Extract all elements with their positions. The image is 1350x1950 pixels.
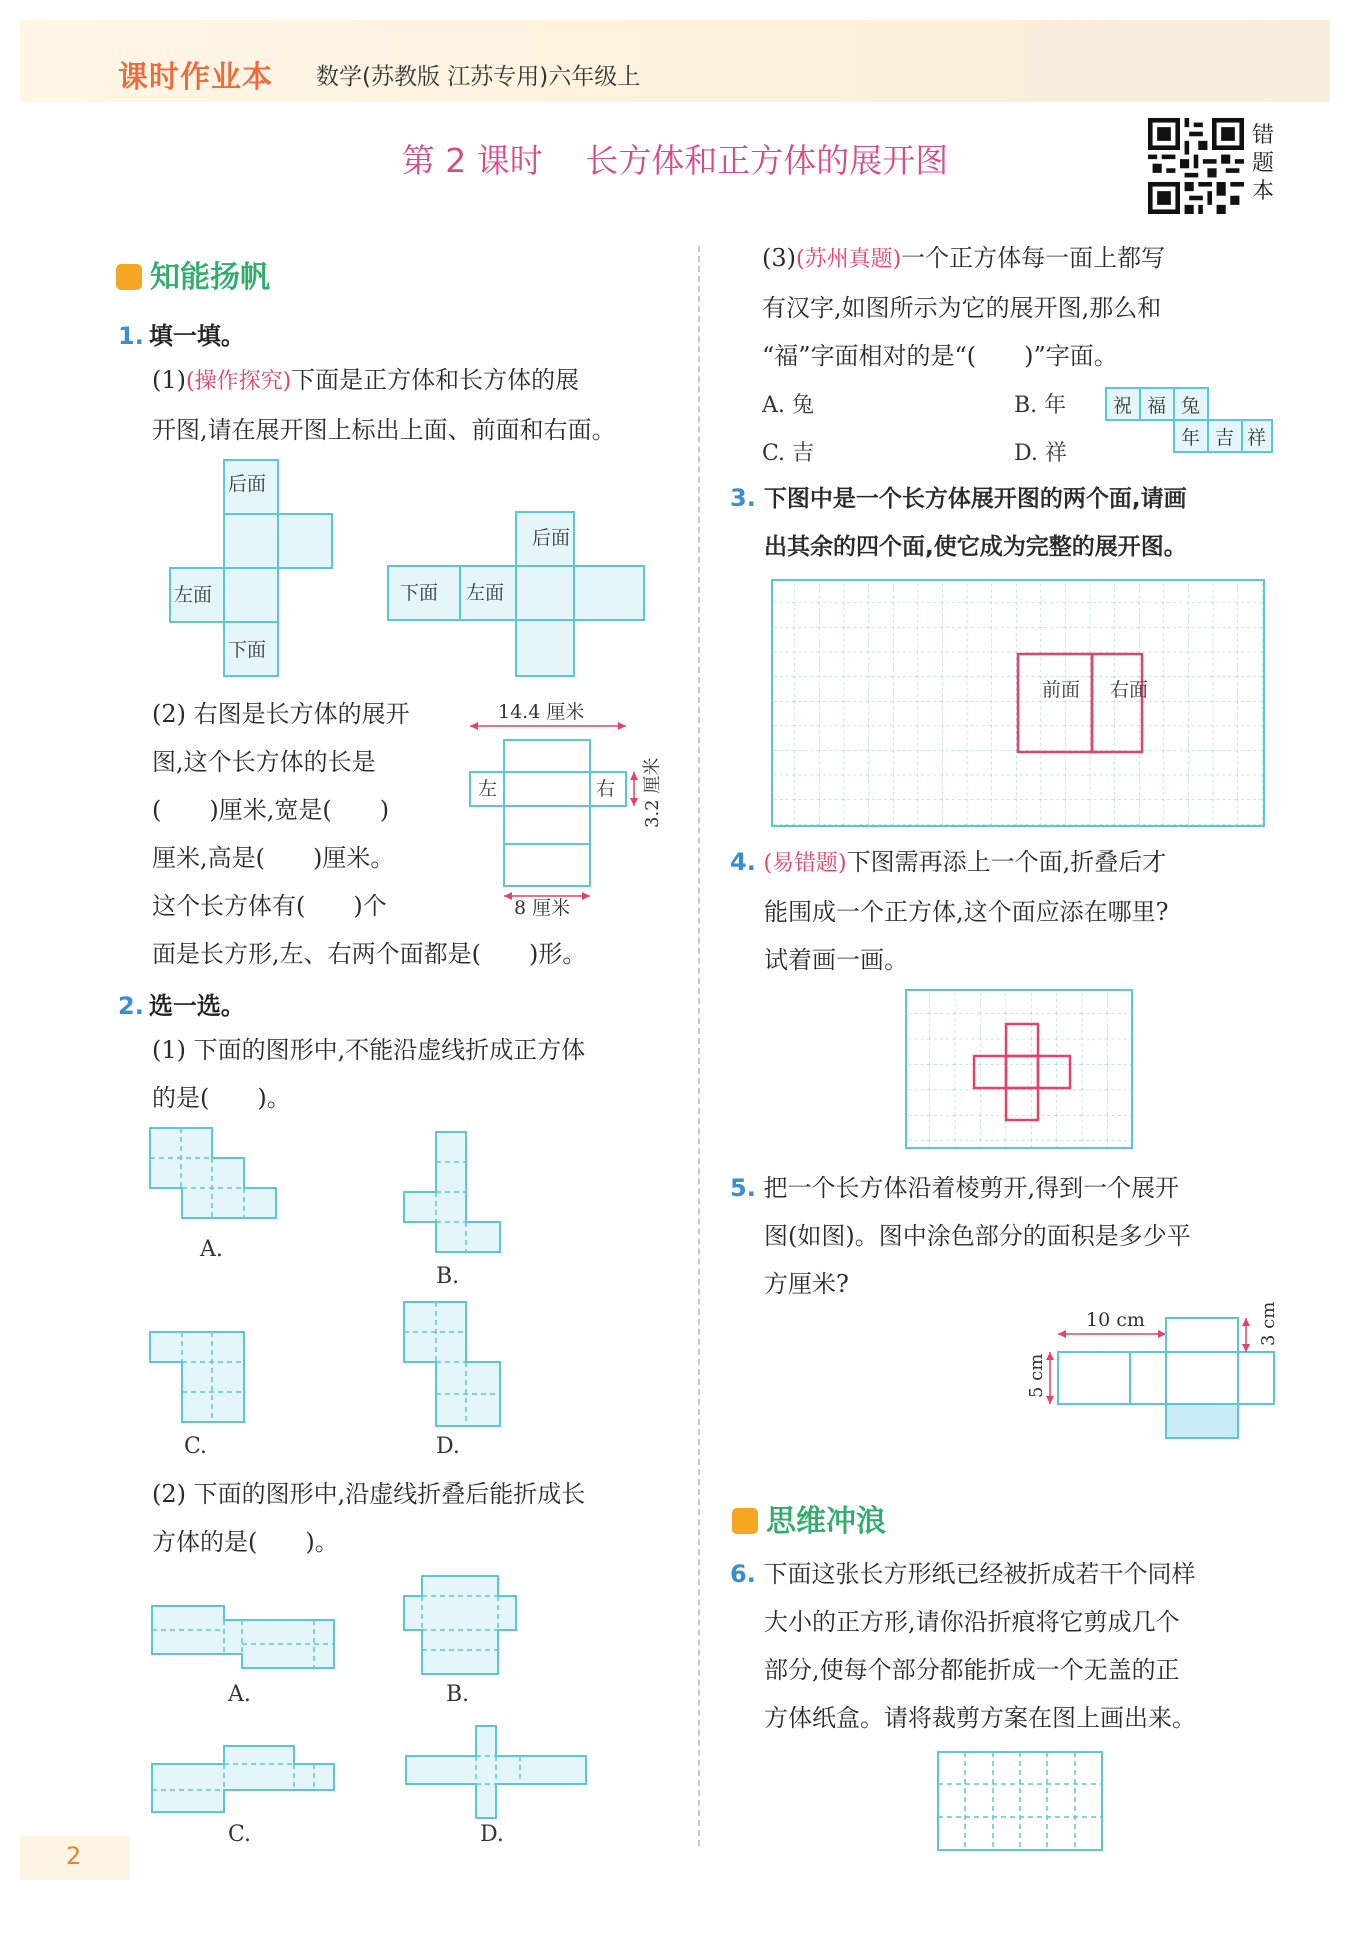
cuboid-net-figure xyxy=(384,510,648,682)
q1-part3-text: (3)(苏州真题)一个正方体每一面上都写 有汉字,如图所示为它的展开图,那么和 “福”字面相对的是“( )”字面。 xyxy=(762,244,1166,370)
section-title-1: 知能扬帆 xyxy=(116,252,270,296)
lesson-name: 长方体和正方体的展开图 xyxy=(585,141,949,180)
q2-part1-text: (1) 下面的图形中,不能沿虚线折成正方体 的是( )。 xyxy=(152,1036,586,1112)
q2-2-option-c-figure[interactable] xyxy=(150,1744,340,1816)
q2-1-option-b-figure[interactable] xyxy=(402,1130,506,1262)
lesson-number: 第 2 课时 xyxy=(401,141,543,180)
q5-text: 5. 把一个长方体沿着棱剪开,得到一个展开 图(如图)。图中涂色部分的面积是多少平 方厘米? xyxy=(730,1174,1191,1298)
q2-1-option-d-figure[interactable] xyxy=(402,1300,506,1432)
shaded-face xyxy=(1166,1404,1238,1438)
dim-width: 5 cm xyxy=(1026,1353,1047,1398)
q2-2-option-a-figure[interactable] xyxy=(150,1604,340,1676)
svg-text:吉: 吉 xyxy=(1215,427,1235,449)
svg-text:兔: 兔 xyxy=(1181,395,1201,417)
svg-text:祝: 祝 xyxy=(1113,395,1133,417)
character-cube-net xyxy=(1104,386,1274,456)
net-label-back: 后面 xyxy=(228,473,267,495)
face-front: 前面 xyxy=(1042,679,1081,701)
wave-icon xyxy=(732,1508,758,1534)
svg-text:福: 福 xyxy=(1147,395,1167,417)
net-label-back: 后面 xyxy=(532,527,571,549)
dim-height: 3 cm xyxy=(1258,1301,1279,1346)
svg-text:年: 年 xyxy=(1181,427,1201,449)
q1-3-option-a[interactable]: A. 兔 xyxy=(762,393,814,418)
net-label-left: 左面 xyxy=(174,584,213,606)
section-title-2: 思维冲浪 xyxy=(732,1496,886,1540)
q2-1-option-c-label: C. xyxy=(184,1434,208,1459)
q2-1-option-b-label: B. xyxy=(436,1264,460,1289)
q4-grid-drawing-area[interactable] xyxy=(904,988,1134,1152)
sail-icon xyxy=(116,264,142,290)
dim-bottom: 8 厘米 xyxy=(514,897,571,918)
qr-code-icon[interactable] xyxy=(1148,118,1244,214)
q2-1-option-c-figure[interactable] xyxy=(148,1330,252,1430)
q2-1-option-a-figure[interactable] xyxy=(148,1126,282,1262)
q1-3-option-d[interactable]: D. 祥 xyxy=(1014,441,1067,466)
q2-heading: 2. 选一选。 xyxy=(118,992,245,1020)
q2-2-option-b-label: B. xyxy=(446,1682,470,1707)
q1-3-option-c[interactable]: C. 吉 xyxy=(762,441,815,466)
face-right-label: 右面 xyxy=(1110,679,1149,701)
qr-label: 错题本 xyxy=(1252,123,1275,204)
brand-title: 课时作业本 xyxy=(118,60,273,95)
cuboid-dimension-figure xyxy=(462,696,672,918)
q1-heading: 1. 填一填。 xyxy=(118,322,245,350)
face-left: 左 xyxy=(478,778,498,800)
book-title: 数学(苏教版 江苏专用)六年级上 xyxy=(316,64,641,90)
q2-2-option-b-figure[interactable] xyxy=(402,1574,520,1678)
q6-paper-grid[interactable] xyxy=(936,1750,1106,1854)
q2-2-option-d-label: D. xyxy=(480,1822,504,1847)
face-right: 右 xyxy=(596,778,616,800)
svg-text:祥: 祥 xyxy=(1247,427,1267,449)
dim-top: 14.4 厘米 xyxy=(498,701,585,723)
q5-cuboid-net-figure xyxy=(1020,1296,1288,1442)
q1-part2-text: (2) 右图是长方体的展开 图,这个长方体的长是 ( )厘米,宽是( ) 厘米,高是( )厘米。 这个长方体有( )个 面是长方形,左、右两个面都是( )形。 xyxy=(152,700,587,968)
q1-part1-text: (1)(操作探究)下面是正方体和长方体的展 开图,请在展开图上标出上面、前面和右面。 xyxy=(152,366,616,444)
q3-grid-drawing-area[interactable] xyxy=(770,578,1268,830)
q2-1-option-d-label: D. xyxy=(436,1434,460,1459)
q2-part2-text: (2) 下面的图形中,沿虚线折叠后能折成长 方体的是( )。 xyxy=(152,1480,586,1556)
page-number: 2 xyxy=(66,1842,82,1870)
net-label-left: 左面 xyxy=(466,582,505,604)
q4-text: 4. (易错题)下图需再添上一个面,折叠后才 能围成一个正方体,这个面应添在哪里? 试着画一画。 xyxy=(730,848,1169,974)
net-label-bottom: 下面 xyxy=(228,639,267,661)
dim-length: 10 cm xyxy=(1086,1309,1145,1331)
q2-2-option-c-label: C. xyxy=(228,1822,252,1847)
dim-side: 3.2 厘米 xyxy=(642,757,663,828)
q6-text: 6. 下面这张长方形纸已经被折成若干个同样 大小的正方形,请你沿折痕将它剪成几个 部分,使每个部分都能折成一个无盖的正 方体纸盒。请将裁剪方案在图上画出来。 xyxy=(730,1560,1196,1732)
q3-text: 3. 下图中是一个长方体展开图的两个面,请画 出其余的四个面,使它成为完整的展开图。 xyxy=(730,484,1187,560)
q2-2-option-d-figure[interactable] xyxy=(404,1724,588,1822)
svg-text:A.: A. xyxy=(200,1237,223,1262)
net-label-bottom: 下面 xyxy=(400,582,439,604)
cube-net-figure xyxy=(160,458,340,680)
q2-2-option-a-label: A. xyxy=(228,1682,251,1707)
q1-3-option-b[interactable]: B. 年 xyxy=(1014,393,1067,418)
